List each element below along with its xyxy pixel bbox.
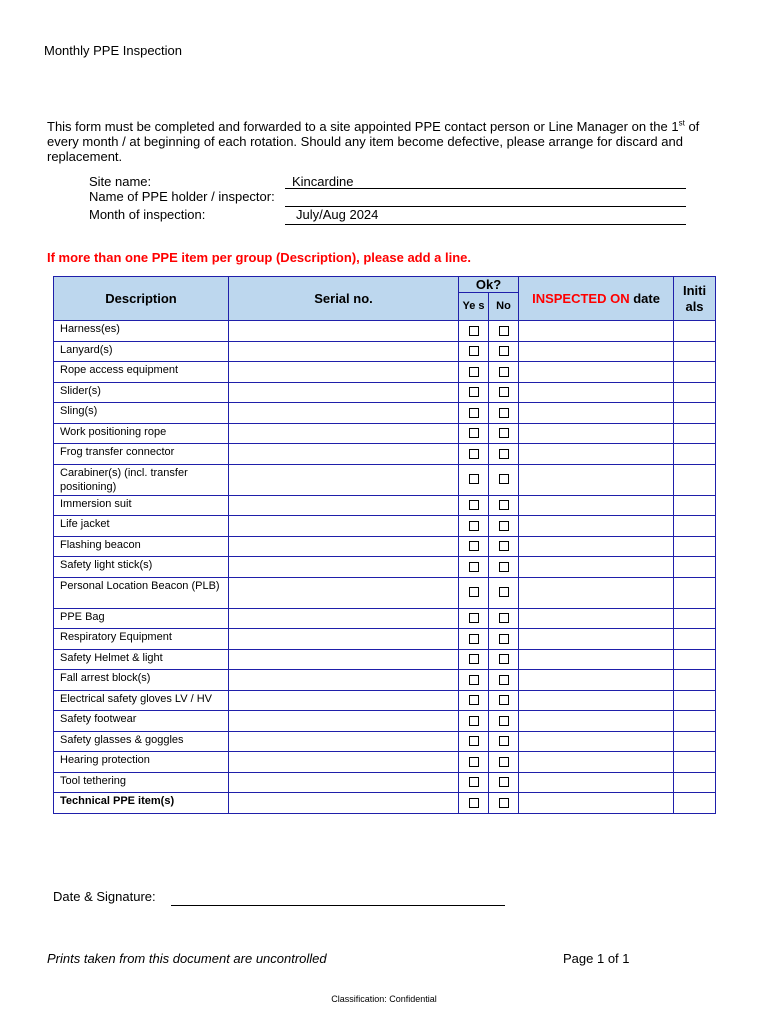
row-no-cell bbox=[489, 752, 519, 773]
table-row bbox=[54, 690, 716, 711]
row-serial-cell[interactable] bbox=[229, 495, 459, 516]
row-inspected-date-cell[interactable] bbox=[519, 752, 674, 773]
no-checkbox[interactable] bbox=[499, 562, 509, 572]
no-checkbox[interactable] bbox=[499, 695, 509, 705]
table-row bbox=[54, 557, 716, 578]
row-initials-cell[interactable] bbox=[674, 403, 716, 424]
table-row bbox=[54, 793, 716, 814]
document-title: Monthly PPE Inspection bbox=[44, 43, 183, 58]
site-name-value: Kincardine bbox=[292, 174, 354, 189]
row-no-cell bbox=[489, 444, 519, 465]
row-serial-cell[interactable] bbox=[229, 752, 459, 773]
no-checkbox[interactable] bbox=[499, 777, 509, 787]
footer-page-number: Page 1 of 1 bbox=[563, 951, 630, 966]
row-yes-cell bbox=[459, 321, 489, 342]
header-serial: Serial no. bbox=[229, 277, 459, 321]
yes-checkbox[interactable] bbox=[469, 500, 479, 510]
yes-checkbox[interactable] bbox=[469, 367, 479, 377]
row-inspected-date-cell[interactable] bbox=[519, 536, 674, 557]
row-initials-cell[interactable] bbox=[674, 752, 716, 773]
table-row bbox=[54, 752, 716, 773]
row-initials-cell[interactable] bbox=[674, 670, 716, 691]
row-inspected-date-cell[interactable] bbox=[519, 731, 674, 752]
row-yes-cell bbox=[459, 423, 489, 444]
row-initials-cell[interactable] bbox=[674, 495, 716, 516]
no-checkbox[interactable] bbox=[499, 346, 509, 356]
row-no-cell bbox=[489, 464, 519, 495]
row-initials-cell[interactable] bbox=[674, 321, 716, 342]
no-checkbox[interactable] bbox=[499, 428, 509, 438]
row-serial-cell[interactable] bbox=[229, 516, 459, 537]
row-initials-cell[interactable] bbox=[674, 731, 716, 752]
row-description: Hearing protection bbox=[54, 752, 229, 773]
no-checkbox[interactable] bbox=[499, 634, 509, 644]
warning-note: If more than one PPE item per group (Description), please add a line. bbox=[47, 250, 472, 265]
yes-checkbox[interactable] bbox=[469, 474, 479, 484]
yes-checkbox[interactable] bbox=[469, 613, 479, 623]
month-value: July/Aug 2024 bbox=[296, 207, 379, 222]
table-row bbox=[54, 464, 716, 495]
yes-checkbox[interactable] bbox=[469, 757, 479, 767]
row-no-cell bbox=[489, 557, 519, 578]
row-inspected-date-cell[interactable] bbox=[519, 423, 674, 444]
row-inspected-date-cell[interactable] bbox=[519, 516, 674, 537]
row-description: Flashing beacon bbox=[54, 536, 229, 557]
row-serial-cell[interactable] bbox=[229, 670, 459, 691]
yes-checkbox[interactable] bbox=[469, 654, 479, 664]
yes-checkbox[interactable] bbox=[469, 449, 479, 459]
row-serial-cell[interactable] bbox=[229, 772, 459, 793]
table-row bbox=[54, 577, 716, 608]
table-row bbox=[54, 444, 716, 465]
month-field[interactable] bbox=[285, 224, 686, 225]
row-serial-cell[interactable] bbox=[229, 423, 459, 444]
row-yes-cell bbox=[459, 608, 489, 629]
yes-checkbox[interactable] bbox=[469, 326, 479, 336]
no-checkbox[interactable] bbox=[499, 408, 509, 418]
row-initials-cell[interactable] bbox=[674, 464, 716, 495]
row-initials-cell[interactable] bbox=[674, 382, 716, 403]
row-inspected-date-cell[interactable] bbox=[519, 362, 674, 383]
row-inspected-date-cell[interactable] bbox=[519, 464, 674, 495]
yes-checkbox[interactable] bbox=[469, 675, 479, 685]
signature-field[interactable] bbox=[171, 905, 505, 906]
row-serial-cell[interactable] bbox=[229, 403, 459, 424]
row-description: Respiratory Equipment bbox=[54, 629, 229, 650]
row-no-cell bbox=[489, 362, 519, 383]
row-description: PPE Bag bbox=[54, 608, 229, 629]
row-serial-cell[interactable] bbox=[229, 362, 459, 383]
row-inspected-date-cell[interactable] bbox=[519, 711, 674, 732]
classification-label: Classification: Confidential bbox=[331, 994, 437, 1004]
row-serial-cell[interactable] bbox=[229, 577, 459, 608]
row-inspected-date-cell[interactable] bbox=[519, 403, 674, 424]
row-initials-cell[interactable] bbox=[674, 793, 716, 814]
row-no-cell bbox=[489, 649, 519, 670]
header-inspected-on: INSPECTED ON bbox=[532, 291, 630, 306]
yes-checkbox[interactable] bbox=[469, 387, 479, 397]
site-name-label: Site name: bbox=[89, 174, 152, 189]
row-no-cell bbox=[489, 423, 519, 444]
table-row bbox=[54, 772, 716, 793]
row-yes-cell bbox=[459, 752, 489, 773]
row-initials-cell[interactable] bbox=[674, 341, 716, 362]
row-yes-cell bbox=[459, 516, 489, 537]
row-inspected-date-cell[interactable] bbox=[519, 382, 674, 403]
row-description: Safety light stick(s) bbox=[54, 557, 229, 578]
row-no-cell bbox=[489, 403, 519, 424]
row-inspected-date-cell[interactable] bbox=[519, 772, 674, 793]
row-inspected-date-cell[interactable] bbox=[519, 608, 674, 629]
no-checkbox[interactable] bbox=[499, 654, 509, 664]
yes-checkbox[interactable] bbox=[469, 587, 479, 597]
table-row bbox=[54, 629, 716, 650]
row-no-cell bbox=[489, 629, 519, 650]
row-no-cell bbox=[489, 690, 519, 711]
no-checkbox[interactable] bbox=[499, 613, 509, 623]
month-label: Month of inspection: bbox=[89, 207, 206, 222]
ppe-inspection-table bbox=[53, 276, 716, 814]
row-yes-cell bbox=[459, 362, 489, 383]
yes-checkbox[interactable] bbox=[469, 521, 479, 531]
header-no: No bbox=[489, 293, 519, 321]
row-serial-cell[interactable] bbox=[229, 557, 459, 578]
header-description: Description bbox=[54, 277, 229, 321]
row-yes-cell bbox=[459, 557, 489, 578]
row-yes-cell bbox=[459, 690, 489, 711]
row-description: Tool tethering bbox=[54, 772, 229, 793]
row-serial-cell[interactable] bbox=[229, 382, 459, 403]
yes-checkbox[interactable] bbox=[469, 736, 479, 746]
row-no-cell bbox=[489, 711, 519, 732]
row-yes-cell bbox=[459, 536, 489, 557]
intro-text-part2: of every month / at beginning of each rotation. Should any item become defective, please arrange for discard and replacement. bbox=[47, 119, 700, 164]
no-checkbox[interactable] bbox=[499, 675, 509, 685]
row-description: Immersion suit bbox=[54, 495, 229, 516]
no-checkbox[interactable] bbox=[499, 521, 509, 531]
row-description: Life jacket bbox=[54, 516, 229, 537]
row-description: Safety Helmet & light bbox=[54, 649, 229, 670]
row-serial-cell[interactable] bbox=[229, 464, 459, 495]
row-initials-cell[interactable] bbox=[674, 690, 716, 711]
row-initials-cell[interactable] bbox=[674, 536, 716, 557]
table-row bbox=[54, 516, 716, 537]
row-serial-cell[interactable] bbox=[229, 711, 459, 732]
header-yes: Ye s bbox=[459, 293, 489, 321]
yes-checkbox[interactable] bbox=[469, 634, 479, 644]
row-yes-cell bbox=[459, 731, 489, 752]
row-description: Harness(es) bbox=[54, 321, 229, 342]
yes-checkbox[interactable] bbox=[469, 562, 479, 572]
row-serial-cell[interactable] bbox=[229, 690, 459, 711]
row-no-cell bbox=[489, 495, 519, 516]
row-no-cell bbox=[489, 670, 519, 691]
row-serial-cell[interactable] bbox=[229, 444, 459, 465]
row-inspected-date-cell[interactable] bbox=[519, 444, 674, 465]
row-yes-cell bbox=[459, 341, 489, 362]
intro-text bbox=[47, 119, 712, 164]
row-no-cell bbox=[489, 793, 519, 814]
row-description: Fall arrest block(s) bbox=[54, 670, 229, 691]
row-yes-cell bbox=[459, 577, 489, 608]
row-initials-cell[interactable] bbox=[674, 577, 716, 608]
row-no-cell bbox=[489, 536, 519, 557]
row-inspected-date-cell[interactable] bbox=[519, 577, 674, 608]
row-initials-cell[interactable] bbox=[674, 557, 716, 578]
row-inspected-date-cell[interactable] bbox=[519, 793, 674, 814]
no-checkbox[interactable] bbox=[499, 387, 509, 397]
header-ok: Ok? bbox=[459, 277, 519, 293]
intro-text-part1: This form must be completed and forwarded to a site appointed PPE contact person or Line Manager on the 1 bbox=[47, 119, 679, 134]
no-checkbox[interactable] bbox=[499, 587, 509, 597]
row-serial-cell[interactable] bbox=[229, 341, 459, 362]
site-name-field[interactable] bbox=[285, 188, 686, 189]
row-inspected-date-cell[interactable] bbox=[519, 495, 674, 516]
row-description: Electrical safety gloves LV / HV bbox=[54, 690, 229, 711]
row-yes-cell bbox=[459, 382, 489, 403]
row-serial-cell[interactable] bbox=[229, 649, 459, 670]
row-description: Safety footwear bbox=[54, 711, 229, 732]
no-checkbox[interactable] bbox=[499, 541, 509, 551]
table-row bbox=[54, 403, 716, 424]
intro-superscript: st bbox=[678, 118, 685, 128]
row-yes-cell bbox=[459, 464, 489, 495]
signature-label: Date & Signature: bbox=[53, 889, 156, 904]
table-row bbox=[54, 423, 716, 444]
table-row bbox=[54, 536, 716, 557]
yes-checkbox[interactable] bbox=[469, 695, 479, 705]
no-checkbox[interactable] bbox=[499, 326, 509, 336]
row-inspected-date-cell[interactable] bbox=[519, 690, 674, 711]
table-row bbox=[54, 341, 716, 362]
row-initials-cell[interactable] bbox=[674, 516, 716, 537]
row-initials-cell[interactable] bbox=[674, 772, 716, 793]
yes-checkbox[interactable] bbox=[469, 716, 479, 726]
row-description: Rope access equipment bbox=[54, 362, 229, 383]
row-initials-cell[interactable] bbox=[674, 444, 716, 465]
table-row bbox=[54, 731, 716, 752]
no-checkbox[interactable] bbox=[499, 757, 509, 767]
row-description: Slider(s) bbox=[54, 382, 229, 403]
row-inspected-date-cell[interactable] bbox=[519, 557, 674, 578]
row-description: Safety glasses & goggles bbox=[54, 731, 229, 752]
no-checkbox[interactable] bbox=[499, 367, 509, 377]
row-no-cell bbox=[489, 516, 519, 537]
footer-uncontrolled-note: Prints taken from this document are uncontrolled bbox=[47, 951, 327, 966]
row-description: Frog transfer connector bbox=[54, 444, 229, 465]
yes-checkbox[interactable] bbox=[469, 428, 479, 438]
yes-checkbox[interactable] bbox=[469, 408, 479, 418]
row-no-cell bbox=[489, 731, 519, 752]
row-no-cell bbox=[489, 608, 519, 629]
row-initials-cell[interactable] bbox=[674, 423, 716, 444]
row-description: Personal Location Beacon (PLB) bbox=[54, 577, 229, 608]
holder-label: Name of PPE holder / inspector: bbox=[89, 189, 275, 204]
row-no-cell bbox=[489, 772, 519, 793]
row-yes-cell bbox=[459, 629, 489, 650]
row-serial-cell[interactable] bbox=[229, 731, 459, 752]
no-checkbox[interactable] bbox=[499, 716, 509, 726]
table-row bbox=[54, 362, 716, 383]
row-yes-cell bbox=[459, 711, 489, 732]
row-description: Work positioning rope bbox=[54, 423, 229, 444]
row-yes-cell bbox=[459, 444, 489, 465]
table-row bbox=[54, 711, 716, 732]
row-yes-cell bbox=[459, 495, 489, 516]
no-checkbox[interactable] bbox=[499, 736, 509, 746]
yes-checkbox[interactable] bbox=[469, 346, 479, 356]
row-yes-cell bbox=[459, 403, 489, 424]
row-no-cell bbox=[489, 321, 519, 342]
table-row bbox=[54, 321, 716, 342]
no-checkbox[interactable] bbox=[499, 500, 509, 510]
no-checkbox[interactable] bbox=[499, 449, 509, 459]
row-no-cell bbox=[489, 341, 519, 362]
table-row bbox=[54, 495, 716, 516]
row-initials-cell[interactable] bbox=[674, 362, 716, 383]
row-description: Lanyard(s) bbox=[54, 341, 229, 362]
no-checkbox[interactable] bbox=[499, 474, 509, 484]
row-inspected-date-cell[interactable] bbox=[519, 321, 674, 342]
table-row bbox=[54, 382, 716, 403]
row-yes-cell bbox=[459, 793, 489, 814]
row-serial-cell[interactable] bbox=[229, 608, 459, 629]
table-row bbox=[54, 608, 716, 629]
row-yes-cell bbox=[459, 670, 489, 691]
row-initials-cell[interactable] bbox=[674, 649, 716, 670]
no-checkbox[interactable] bbox=[499, 798, 509, 808]
row-yes-cell bbox=[459, 772, 489, 793]
row-inspected-date-cell[interactable] bbox=[519, 670, 674, 691]
yes-checkbox[interactable] bbox=[469, 777, 479, 787]
row-yes-cell bbox=[459, 649, 489, 670]
header-initials: Initi als bbox=[674, 277, 716, 321]
row-inspected-date-cell[interactable] bbox=[519, 629, 674, 650]
row-description: Technical PPE item(s) bbox=[54, 793, 229, 814]
row-initials-cell[interactable] bbox=[674, 608, 716, 629]
yes-checkbox[interactable] bbox=[469, 541, 479, 551]
row-serial-cell[interactable] bbox=[229, 793, 459, 814]
header-date: date bbox=[629, 291, 660, 306]
row-initials-cell[interactable] bbox=[674, 629, 716, 650]
row-serial-cell[interactable] bbox=[229, 629, 459, 650]
row-inspected-date-cell[interactable] bbox=[519, 649, 674, 670]
row-description: Sling(s) bbox=[54, 403, 229, 424]
row-serial-cell[interactable] bbox=[229, 536, 459, 557]
row-initials-cell[interactable] bbox=[674, 711, 716, 732]
table-row bbox=[54, 649, 716, 670]
table-row bbox=[54, 670, 716, 691]
row-description: Carabiner(s) (incl. transfer positioning) bbox=[54, 464, 229, 495]
row-serial-cell[interactable] bbox=[229, 321, 459, 342]
yes-checkbox[interactable] bbox=[469, 798, 479, 808]
row-no-cell bbox=[489, 577, 519, 608]
row-no-cell bbox=[489, 382, 519, 403]
header-inspected-date bbox=[519, 277, 674, 321]
row-inspected-date-cell[interactable] bbox=[519, 341, 674, 362]
